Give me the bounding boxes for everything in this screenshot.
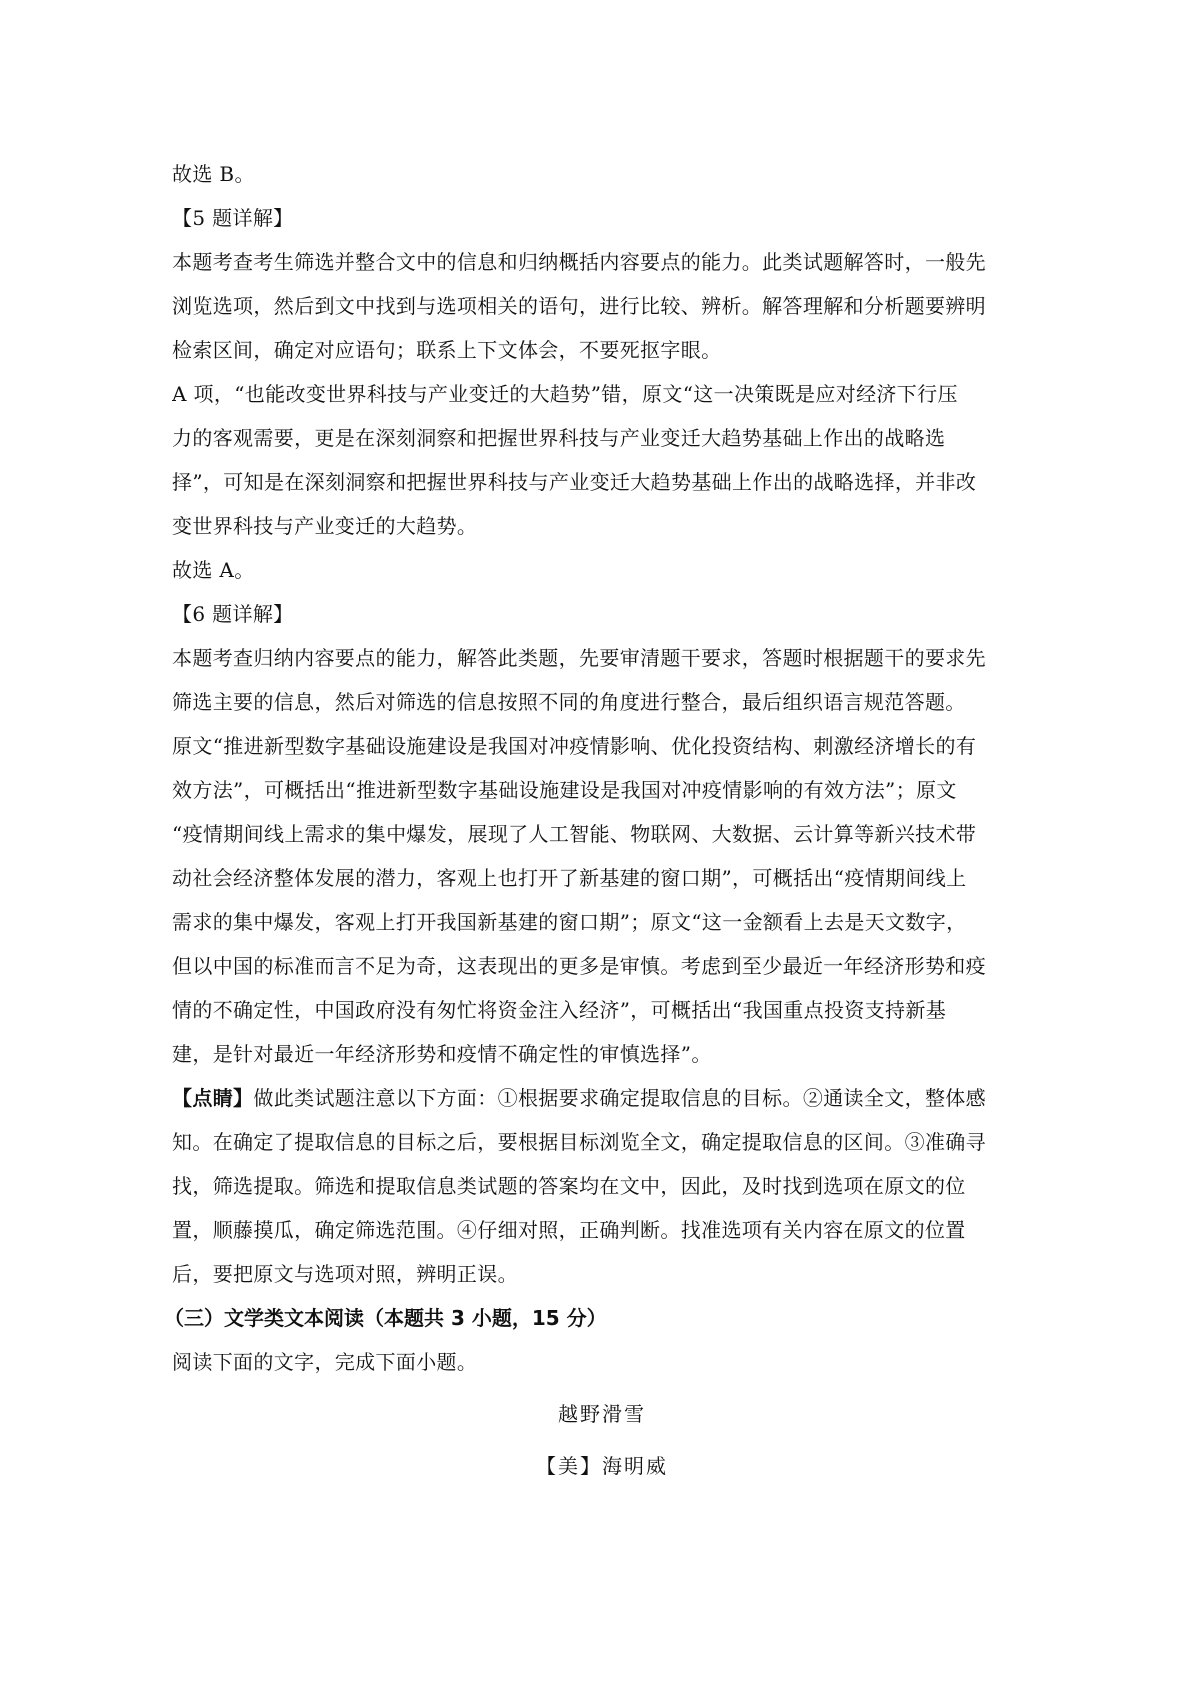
q5-heading: 【5 题详解】 — [172, 206, 294, 230]
tip-line: 后，要把原文与选项对照，辨明正误。 — [172, 1262, 518, 1286]
q6-intro-line: 筛选主要的信息，然后对筛选的信息按照不同的角度进行整合，最后组织语言规范答题。 — [172, 690, 966, 714]
section3-heading: （三）文学类文本阅读（本题共 3 小题，15 分） — [164, 1306, 607, 1330]
q5-analysis-line: 力的客观需要，更是在深刻洞察和把握世界科技与产业变迁大趋势基础上作出的战略选 — [172, 426, 946, 450]
tip-paragraph — [172, 1076, 1032, 1296]
story-title: 越野滑雪 — [558, 1402, 646, 1426]
q5-intro-paragraph — [172, 240, 1032, 372]
q6-analysis-line: 效方法”，可概括出“推进新型数字基础设施建设是我国对冲疫情影响的有效方法”；原文 — [172, 778, 957, 802]
tip-line: 知。在确定了提取信息的目标之后，要根据目标浏览全文，确定提取信息的区间。③准确寻 — [172, 1130, 986, 1154]
q5-conclusion: 故选 A。 — [172, 558, 255, 582]
q5-analysis-line: 变世界科技与产业变迁的大趋势。 — [172, 514, 478, 538]
q6-analysis-line: 原文“推进新型数字基础设施建设是我国对冲疫情影响、优化投资结构、刺激经济增长的有 — [172, 734, 977, 758]
q6-analysis-line: 情的不确定性，中国政府没有匆忙将资金注入经济”，可概括出“我国重点投资支持新基 — [172, 998, 947, 1022]
q5-analysis-line: A 项，“也能改变世界科技与产业变迁的大趋势”错，原文“这一决策既是应对经济下行压 — [172, 382, 958, 406]
q5-intro-line: 本题考查考生筛选并整合文中的信息和归纳概括内容要点的能力。此类试题解答时，一般先 — [172, 250, 986, 274]
q6-heading: 【6 题详解】 — [172, 602, 294, 626]
q6-intro-line: 本题考查归纳内容要点的能力，解答此类题，先要审清题干要求，答题时根据题干的要求先 — [172, 646, 986, 670]
tip-label: 【点睛】 — [172, 1086, 254, 1110]
q5-analysis-paragraph — [172, 372, 1032, 548]
tip-first-line — [172, 1076, 1032, 1120]
tip-line: 置，顺藤摸瓜，确定筛选范围。④仔细对照，正确判断。找准选项有关内容在原文的位置 — [172, 1218, 966, 1242]
q5-intro-line: 检索区间，确定对应语句；联系上下文体会，不要死抠字眼。 — [172, 338, 722, 362]
q6-analysis-line: 需求的集中爆发，客观上打开我国新基建的窗口期”；原文“这一金额看上去是天文数字， — [172, 910, 967, 934]
q6-analysis-line: 建，是针对最近一年经济形势和疫情不确定性的审慎选择”。 — [172, 1042, 712, 1066]
q6-analysis-line: “疫情期间线上需求的集中爆发，展现了人工智能、物联网、大数据、云计算等新兴技术带 — [172, 822, 977, 846]
q6-intro-paragraph — [172, 636, 1032, 724]
q6-analysis-paragraph — [172, 724, 1032, 1076]
q6-analysis-line: 但以中国的标准而言不足为奇，这表现出的更多是审慎。考虑到至少最近一年经济形势和疫 — [172, 954, 986, 978]
story-author: 【美】海明威 — [536, 1454, 668, 1478]
q4-conclusion: 故选 B。 — [172, 162, 255, 186]
q5-analysis-line: 择”，可知是在深刻洞察和把握世界科技与产业变迁大趋势基础上作出的战略选择，并非改 — [172, 470, 977, 494]
document-page — [164, 152, 1032, 1488]
q5-intro-line: 浏览选项，然后到文中找到与选项相关的语句，进行比较、辨析。解答理解和分析题要辨明 — [172, 294, 986, 318]
section3-instruction: 阅读下面的文字，完成下面小题。 — [172, 1350, 478, 1374]
tip-line: 找，筛选提取。筛选和提取信息类试题的答案均在文中，因此，及时找到选项在原文的位 — [172, 1174, 966, 1198]
tip-first-line-text: 做此类试题注意以下方面：①根据要求确定提取信息的目标。②通读全文，整体感 — [253, 1086, 987, 1110]
q6-analysis-line: 动社会经济整体发展的潜力，客观上也打开了新基建的窗口期”，可概括出“疫情期间线上 — [172, 866, 967, 890]
